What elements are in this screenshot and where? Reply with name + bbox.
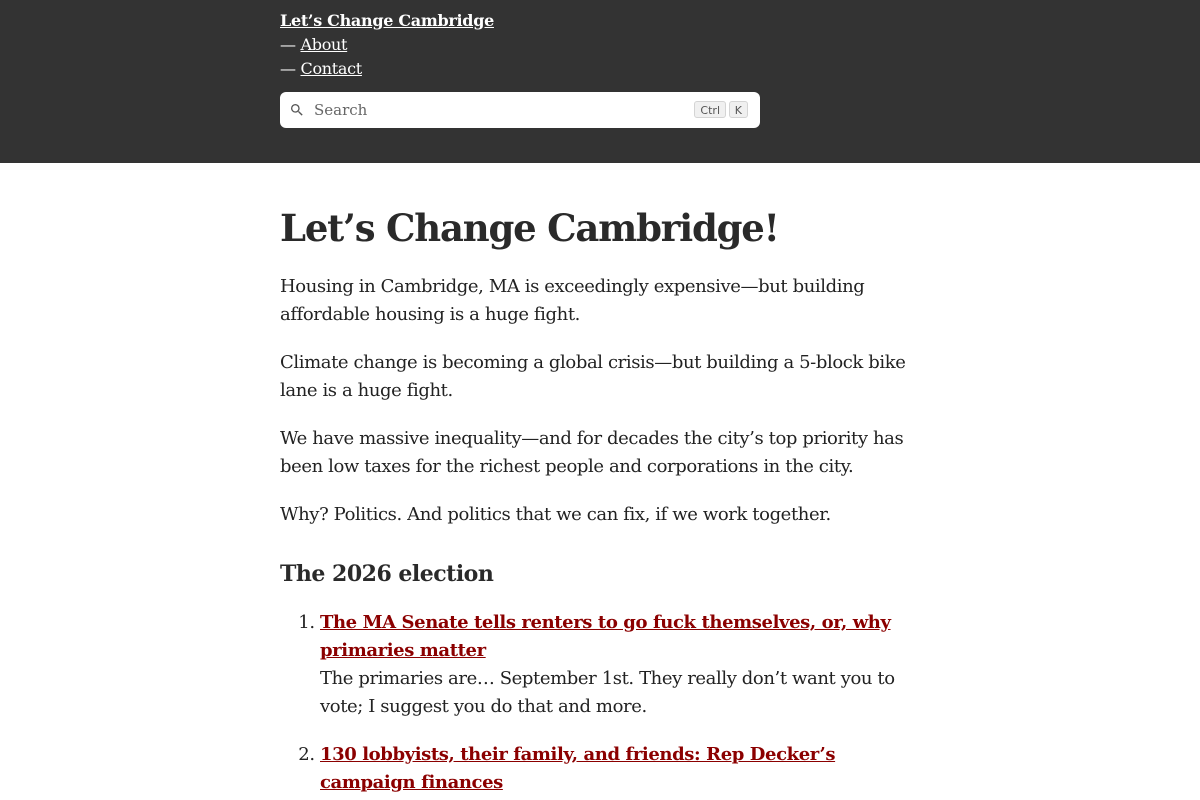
about-link[interactable]: About [300,35,348,54]
intro-paragraph-housing: Housing in Cambridge, MA is exceedingly expensive—but building affordable housing is a huge fight. [280,276,865,325]
post-link-lobbyists[interactable]: 130 lobbyists, their family, and friends: Rep Decker’s campaign finances [320,744,836,793]
shortcut-k-key: K [729,101,748,118]
site-title-link[interactable]: Let’s Change Cambridge [280,11,494,30]
search-icon [289,102,305,118]
search-input[interactable] [312,94,676,126]
intro-paragraph-inequality: We have massive inequality—and for decades the city’s top priority has been low taxes for the richest people and corporations in the city. [280,428,904,477]
nav-item-contact [280,57,920,81]
shortcut-ctrl-key: Ctrl [694,101,726,118]
post-list-item [320,741,920,797]
nav-dash: — [280,59,301,78]
post-link-ma-senate[interactable]: The MA Senate tells renters to go fuck themselves, or, why primaries matter [320,612,891,661]
main-content [280,163,920,797]
post-description: The primaries are… September 1st. They really don’t want you to vote; I suggest you do that and more. [320,668,895,717]
nav-item-about [280,33,920,57]
contact-link[interactable]: Contact [300,59,362,78]
post-list-item [320,609,920,721]
post-list [280,609,920,797]
page-title: Let’s Change Cambridge! [280,206,779,250]
nav-dash: — [280,35,301,54]
intro-paragraph-politics: Why? Politics. And politics that we can fix, if we work together. [280,504,831,525]
intro-paragraph-climate: Climate change is becoming a global crisis—but building a 5-block bike lane is a huge fight. [280,352,906,401]
header-inner [280,9,920,128]
section-heading-2026-election: The 2026 election [280,561,494,587]
search-box[interactable] [280,92,760,128]
site-header [0,0,1200,163]
